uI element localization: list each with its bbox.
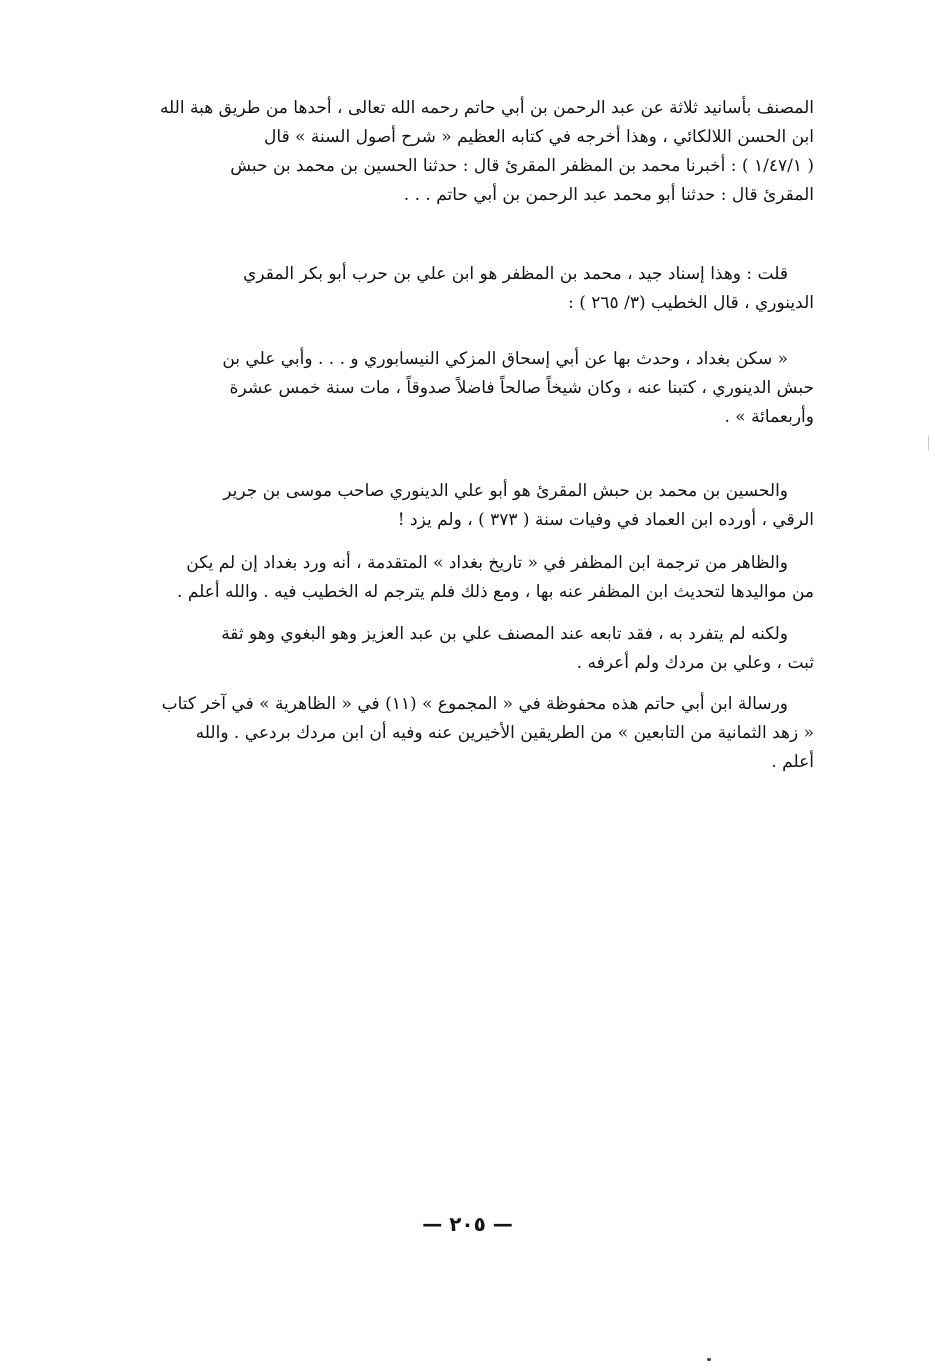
paragraph-khatib-quote [134, 345, 814, 432]
text-line: « سكن بغداد ، وحدث بها عن أبي إسحاق المزكي النيسابوري و . . . وأبي علي بن [222, 349, 788, 369]
text-line: الرقي ، أورده ابن العماد في وفيات سنة ( ٣٧٣ ) ، ولم يزد ! [397, 510, 814, 530]
text-line: المقرئ قال : حدثنا أبو محمد عبد الرحمن بن أبي حاتم . . . [403, 185, 814, 205]
text-line: ثبت ، وعلي بن مردك ولم أعرفه . [576, 653, 814, 673]
paragraph-corroboration [134, 620, 814, 678]
text-line: والحسين بن محمد بن حبش المقرئ هو أبو علي الدينوري صاحب موسى بن جرير [223, 481, 788, 501]
text-line: ( ١/٤٧/١ ) : أخبرنا محمد بن المظفر المقرئ قال : حدثنا الحسين بن محمد بن حبش [230, 156, 814, 176]
text-line: قلت : وهذا إسناد جيد ، محمد بن المظفر هو ابن علي بن حرب أبو بكر المقري [243, 264, 788, 284]
text-line: المصنف بأسانيد ثلاثة عن عبد الرحمن بن أبي حاتم رحمه الله تعالى ، أحدها من طريق هبة الله [159, 98, 814, 118]
text-line: ورسالة ابن أبي حاتم هذه محفوظة في « المجموع » (١١) في « الظاهرية » في آخر كتاب [161, 694, 788, 714]
text-line: من مواليدها لتحديث ابن المظفر عنه بها ، ومع ذلك فلم يترجم له الخطيب فيه . والله أعلم . [177, 582, 814, 602]
scan-edge-mark [928, 436, 929, 450]
scan-speck [707, 1358, 711, 1361]
page-number: — ٢٠٥ — [422, 1212, 513, 1236]
paragraph-husayn-biography [134, 477, 814, 535]
text-line: ابن الحسن اللالكائي ، وهذا أخرجه في كتابه العظيم « شرح أصول السنة » قال [264, 127, 814, 147]
paragraph-isnad-assessment [134, 260, 814, 318]
text-line: أعلم . [771, 752, 814, 772]
text-line: والظاهر من ترجمة ابن المظفر في « تاريخ بغداد » المتقدمة ، أنه ورد بغداد إن لم يكن [186, 553, 788, 573]
text-line: ولكنه لم يتفرد به ، فقد تابعه عند المصنف علي بن عبد العزيز وهو البغوي وهو ثقة [221, 624, 788, 644]
text-line: وأربعمائة » . [724, 407, 814, 427]
paragraph-isnad-intro [134, 94, 814, 210]
paragraph-tarikh-baghdad [134, 549, 814, 607]
text-line: حبش الدينوري ، كتبنا عنه ، وكان شيخاً صالحاً فاضلاً صدوقاً ، مات سنة خمس عشرة [229, 378, 814, 398]
text-line: الدينوري ، قال الخطيب (٣/ ٢٦٥ ) : [568, 293, 814, 313]
paragraph-manuscript-note [134, 690, 814, 777]
text-line: « زهد الثمانية من التابعين » من الطريقين الأخيرين عنه وفيه أن ابن مردك بردعي . والله [195, 723, 814, 743]
